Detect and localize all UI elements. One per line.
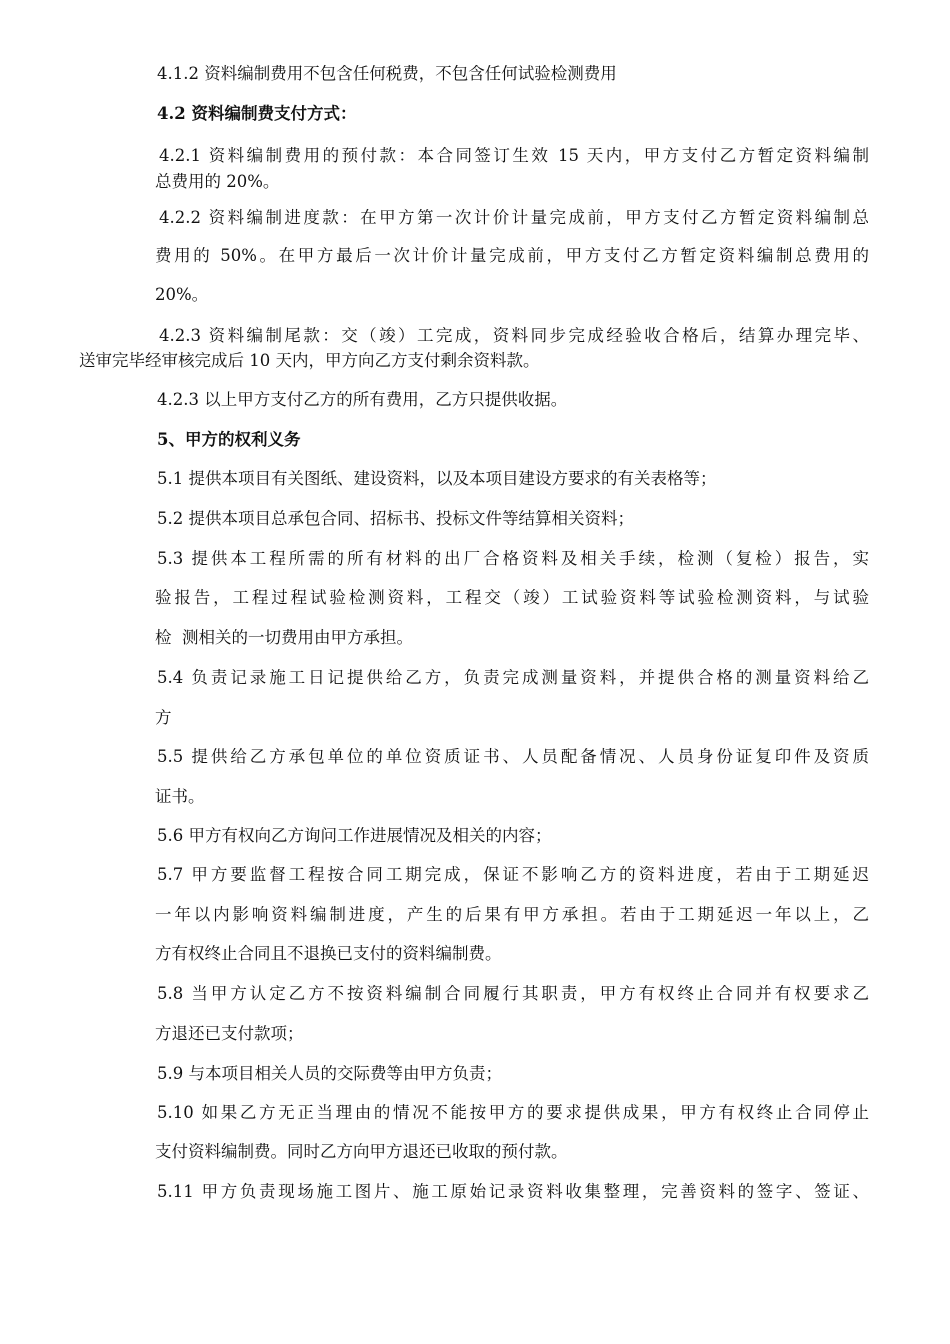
clause-5-1: 5.1 提供本项目有关图纸、建设资料，以及本项目建设方要求的有关表格等； [157,469,717,488]
clause-4-2-1-line1: 4.2.1 资料编制费用的预付款：本合同签订生效 15 天内，甲方支付乙方暂定资料编制 [159,146,869,165]
clause-5-8-line1: 5.8 当甲方认定乙方不按资料编制合同履行其职责，甲方有权终止合同并有权要求乙 [157,984,869,1003]
clause-4-2-3-line1: 4.2.3 资料编制尾款：交（竣）工完成，资料同步完成经验收合格后，结算办理完毕、 [159,326,869,345]
clause-5-7-line2: 一年以内影响资料编制进度，产生的后果有甲方承担。若由于工期延迟一年以上，乙 [155,905,869,924]
clause-4-1-2: 4.1.2 资料编制费用不包含任何税费，不包含任何试验检测费用 [157,64,617,83]
clause-5-8-line2: 方退还已支付款项； [155,1024,304,1043]
clause-5-5-line1: 5.5 提供给乙方承包单位的单位资质证书、人员配备情况、人员身份证复印件及资质 [157,747,869,766]
clause-5-3-line3: 检 测相关的一切费用由甲方承担。 [155,628,413,647]
section-heading-4-2: 4.2 资料编制费支付方式： [157,104,357,123]
clause-5-10-line1: 5.10 如果乙方无正当理由的情况不能按甲方的要求提供成果，甲方有权终止合同停止 [157,1103,869,1122]
clause-5-6: 5.6 甲方有权向乙方询问工作进展情况及相关的内容； [157,826,552,845]
clause-4-2-2-line3: 20%。 [155,285,209,304]
clause-5-4-line1: 5.4 负责记录施工日记提供给乙方，负责完成测量资料，并提供合格的测量资料给乙 [157,668,869,687]
clause-4-2-2-line2: 费用的 50%。在甲方最后一次计价计量完成前，甲方支付乙方暂定资料编制总费用的 [155,246,869,265]
clause-5-9: 5.9 与本项目相关人员的交际费等由甲方负责； [157,1064,502,1083]
clause-4-2-1-line2: 总费用的 20%。 [155,172,280,191]
clause-5-11-line1: 5.11 甲方负责现场施工图片、施工原始记录资料收集整理，完善资料的签字、签证、 [157,1182,869,1201]
clause-5-7-line1: 5.7 甲方要监督工程按合同工期完成，保证不影响乙方的资料进度，若由于工期延迟 [157,865,869,884]
clause-5-4-line2: 方 [155,708,172,727]
clause-5-2: 5.2 提供本项目总承包合同、招标书、投标文件等结算相关资料； [157,509,634,528]
clause-4-2-2-line1: 4.2.2 资料编制进度款：在甲方第一次计价计量完成前，甲方支付乙方暂定资料编制总 [159,208,869,227]
clause-5-5-line2: 证书。 [155,787,205,806]
clause-4-2-3-line2: 送审完毕经审核完成后 10 天内，甲方向乙方支付剩余资料款。 [79,351,540,370]
clause-5-7-line3: 方有权终止合同且不退换已支付的资料编制费。 [155,944,502,963]
clause-5-10-line2: 支付资料编制费。同时乙方向甲方退还已收取的预付款。 [155,1142,568,1161]
clause-5-3-line1: 5.3 提供本工程所需的所有材料的出厂合格资料及相关手续，检测（复检）报告，实 [157,549,869,568]
section-heading-5: 5、甲方的权利义务 [157,430,301,449]
clause-5-3-line2: 验报告，工程过程试验检测资料，工程交（竣）工试验资料等试验检测资料，与试验 [155,588,869,607]
clause-4-2-3b: 4.2.3 以上甲方支付乙方的所有费用，乙方只提供收据。 [157,390,568,409]
